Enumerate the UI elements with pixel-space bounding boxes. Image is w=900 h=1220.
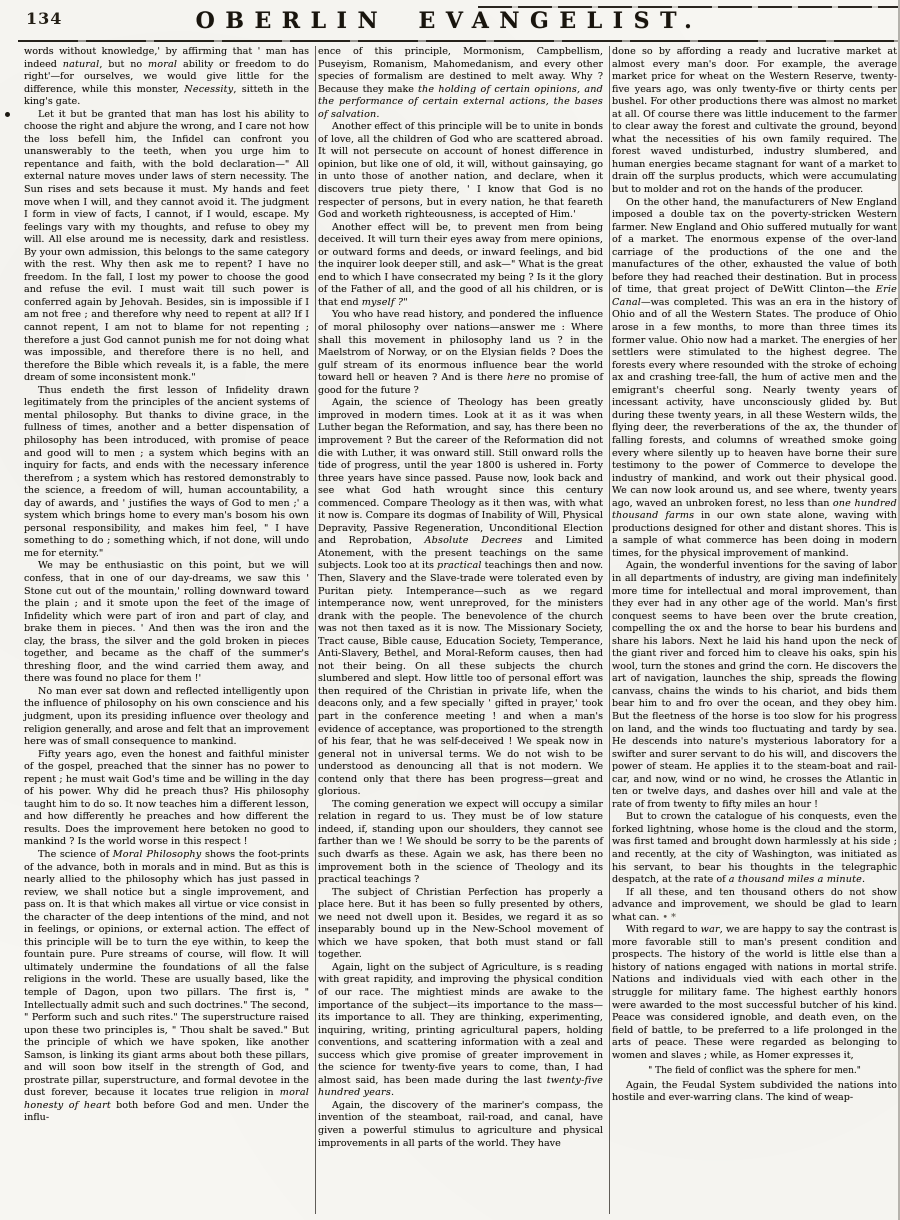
paragraph: Another effect of this principle will be to unite in bonds of love, all the children of God who are scattered abroad. It will not persecute on account of honest difference in opinion, but like one of old, it will, without gainsaying, go in unto those of another nation, and declare, when it discovers true piety there, ' I know that God is no respecter of persons, but in every nation, he that feareth God and worketh righteousness, is accepted of Him.' [318,121,603,221]
paragraph: Another effect will be, to prevent men from being deceived. It will turn their eyes away from mere opinions, or outward forms and deeds, or inward feelings, and bid the inquirer look deeper still, and ask—" What is the great end to which I have consecrated my being ? Is it the glory of the Father of all, and the good of all his children, or is that end myself ?" [318,221,603,308]
paragraph: Thus endeth the first lesson of Infidelity drawn legitimately from the principles of the ancient systems of mental philosophy. But thanks to divine grace, in the fullness of times, another and a better dispensation of philosophy has been introduced, with promise of peace and good will to men ; a system which begins with an inquiry for facts, and ends with the necessary inference therefrom ; a system which has restored demonstrably to the science, a freedom of will, human accountability, a day of awards, and ' justifies the ways of God to men ;' a system which brings home to every man's bosom his own personal responsibility, and makes him feel, " I have something to do ; something which, if not done, will undo me for eternity." [24,384,309,559]
paragraph: You who have read history, and pondered the influence of moral philosophy over nations—answer me : Where shall this movement in philosophy land us ? in the Maelstrom of Norway, or on the Elysian fields ? Does the gulf stream of its enormous influence bear the world toward hell or heaven ? And is there here no promise of good for the future ? [318,309,603,396]
paragraph: Again, the discovery of the mariner's compass, the invention of the steamboat, rail-road, and canal, have given a powerful stimulus to agriculture and physical improvements in all parts of the world. They have [318,1099,603,1149]
paragraph: Fifty years ago, even the honest and faithful minister of the gospel, preached that the sinner has no power to repent ; he must wait God's time and be willing in the day of his power. Why did he preach thus? His philosophy taught him to do so. It now teaches him a different lesson, and how differently he preaches and how different the results. Does the improvement here betoken no good to mankind ? Is the world worse in this respect ! [24,748,309,848]
paragraph: If all these, and ten thousand others do not show advance and improvement, we should be glad to learn what can. • * [612,886,897,923]
paragraph: Again, the wonderful inventions for the saving of labor in all departments of industry, are giving man indefinitely more time for intellectual and moral improvement, than they ever had in any other age of the world. Man's first conquest seems to have been over the brute creation, compelling the ox and the horse to bear his burdens and share his labors. Next he laid his hand upon the neck of the giant river and forced him to cleave his oaks, spin his wool, turn the stones and grind the corn. He discovers the art of navigation, launches the ship, spreads the flowing canvass, chains the winds to his chariot, and bids them bear him to and fro over the ocean, and they obey him. But the fleetness of the horse is too slow for his progress on land, and the winds too fluctuating and tardy by sea. He descends into nature's mysterious laboratory for a swifter and surer servant to do his will, and discovers the power of steam. He applies it to the steam-boat and rail-car, and now, wind or no wind, he crosses the Atlantic in ten or twelve days, and dashes over hill and vale at the rate of from twenty to fifty miles an hour ! [612,560,897,810]
paragraph: No man ever sat down and reflected intelligently upon the influence of philosophy on his own conscience and his judgment, upon its presiding influence over theology and religion generally, and arose and felt that an improvement here was of small consequence to mankind. [24,685,309,748]
paragraph: The science of Moral Philosophy shows the foot-prints of the advance, both in morals and in mind. But as this is nearly allied to the philosophy which has just passed in review, we shall notice but a single improvement, and pass on. It is that which makes all virtue or vice consist in the character of the deep intentions of the mind, and not in feelings, or opinions, or external action. The effect of this principle will be to turn the eye within, to keep the fountain pure. Pure streams of course, will flow. It will ultimately undermine the foundations of all the false religions in the world. These are usually based, like the temple of Dagon, upon two pillars. The first is, " Intellectually admit such and such doctrines." The second, " Perform such and such rites." The superstructure raised upon these two principles is, " Thou shalt be saved." But the principle of which we have spoken, like another Samson, is linking its giant arms about both these pillars, and will soon bow itself in the strength of God, and prostrate pillar, superstructure, and formal devotee in the dust forever, because it locates true religion in moral honesty of heart both before God and men. Under the influ- [24,849,309,1124]
text-column-1 [22,46,315,1214]
paragraph: Again, the Feudal System subdivided the nations into hostile and ever-warring clans. The kind of weap- [612,1079,897,1104]
paragraph: But to crown the catalogue of his conquests, even the forked lightning, whose home is the cloud and the storm, was first tamed and brought down harmlessly at his side ; and recently, at the city of Washington, was initiated as his servant, to bear his thoughts in the telegraphic despatch, at the rate of a thousand miles a minute. [612,811,897,886]
header-rule-bottom [18,40,898,42]
paragraph: Let it but be granted that man has lost his ability to choose the right and abjure the wrong, and I care not how the loss befell him, the Infidel can confront you unanswerably to the teeth, when you urge him to repentance and faith, with the bold declaration—" All external nature moves under laws of stern necessity. The Sun rises and sets because it must. My hands and feet move when I will, and they cannot avoid it. The judgment I form in view of facts, I cannot, if I would, escape. My feelings vary with my thoughts, and refuse to obey my will. All else around me is necessity, dark and resistless. By your own admission, this belongs to the same category with the rest. Why then ask me to repent? I have no freedom. In the fall, I lost my power to choose the good and refuse the evil. I must wait till such power is conferred again by Jehovah. Besides, sin is impossible if I am not free ; and therefore why need to repent at all? If I cannot repent, I am not to blame for not repenting ; therefore a just God cannot punish me for not doing what was impossible, and therefore there is no hell, and therefore the Bible which reveals it, is a fable, the mere dream of some inconsistent monk." [24,108,309,384]
paragraph: words without knowledge,' by affirming that ' man has indeed natural, but no moral ability or freedom to do right'—for ourselves, we would give little for the difference, while this monster, Necessity, sitteth in the king's gate. [24,46,310,108]
paragraph: Again, light on the subject of Agriculture, is s reading with great rapidity, and improving the physical condition of our race. The mightiest minds are awake to the importance of the subject—its importance to the mass—its importance to all. They are thinking, experimenting, inquiring, writing, printing agricultural papers, holding conventions, and scattering information with a zeal and success which give promise of greater improvement in the science for twenty-five years to come, than, I had almost said, has been made during the last twenty-five hundred years. [318,961,603,1099]
page-number: 134 [26,9,63,28]
paragraph: Again, the science of Theology has been greatly improved in modern times. Look at it as it was when Luther began the Reformation, and say, has there been no improvement ? But the career of the Reformation did not die with Luther, it was onward still. Still onward rolls the tide of progress, until the year 1800 is ushered in. Forty three years have since passed. Pause now, look back and see what God hath wrought since this century commenced. Compare Theology as it then was, with what it now is. Compare its dogmas of Inability of Will, Physical Depravity, Passive Regeneration, Unconditional Election and Reprobation, Absolute Decrees and Limited Atonement, with the present teachings on the same subjects. Look too at its practical teachings then and now. Then, Slavery and the Slave-trade were tolerated even by Puritan piety. Intemperance—such as we regard intemperance now, went unreproved, for the ministers drank with the people. The benevolence of the church was not then taxed as it is now. The Missionary Society, Tract cause, Bible cause, Education Society, Temperance, Anti-Slavery, Bethel, and Moral-Reform causes, then had not their being. On all these subjects the church slumbered and slept. How little too of personal effort was then required of the Christian in private life, when the deacons only, and a few specially ' gifted in prayer,' took part in the conference meeting ! and when a man's evidence of acceptance, was proportioned to the strength of his fear, that he was self-deceived ! We speak now in general not in universal terms. We do not wish to be understood as denouncing all that is not modern. We contend only that there has been progress—great and glorious. [318,397,603,798]
paragraph: We may be enthusiastic on this point, but we will confess, that in one of our day-dreams, we saw this ' Stone cut out of the mountain,' rolling downward toward the plain ; and it smote upon the feet of the image of Infidelity which were part of iron and part of clay, and brake them in pieces. ' And then was the iron and the clay, the brass, the silver and the gold broken in pieces together, and became as the chaff of the summer's threshing floor, and the wind carried them away, and there was found no place for them !' [24,560,309,685]
paragraph: ence of this principle, Mormonism, Campbellism, Puseyism, Romanism, Mahomedanism, and every other species of formalism are destined to melt away. Why ? Because they make the holding of certain opinions, and the performance of certain external actions, the bases of salvation. [318,46,603,120]
text-column-2 [315,46,609,1214]
article-body [22,46,897,1216]
paragraph: " The field of conflict was the sphere for men." [648,1066,861,1077]
paragraph: On the other hand, the manufacturers of New England imposed a double tax on the poverty-stricken Western farmer. New England and Ohio suffered mutually for want of a market. The enormous expense of the over-land carriage of the productions of the one and the manufactures of the other, exhausted the value of both before they had reached their destination. But in process of time, that great project of DeWitt Clinton—the Erie Canal—was completed. This was an era in the history of Ohio and of all the Western States. The produce of Ohio arose in a few months, to more than three times its former value. Ohio now had a market. The energies of her settlers were stimulated to the highest degree. The forests every where resounded with the stroke of echoing ax and crashing tree-fall, the hum of active men and the emigrant's cheerful song. Nearly twenty years of incessant activity, have unconsciously glided by. But during these twenty years, in all these Western wilds, the flying deer, the reverberations of the ax, the thunder of falling forests, and columns of wreathed smoke going every where silently up to heaven have borne their sure testimony to the power of Commerce to develope the industry of mankind, and work out their physical good. We can now look around us, and see where, twenty years ago, waved an unbroken forest, no less than one hundred thousand farms in our own state alone, waving with productions designed for other and distant shores. This is a sample of what commerce has been doing in modern times, for the physical improvement of mankind. [612,196,897,559]
paragraph: With regard to war, we are happy to say the contrast is more favorable still to man's present condition and prospects. The history of the world is little else than a history of nations engaged with nations in mortal strife. Nations and individuals vied with each other in the struggle for military fame. The highest earthly honors were awarded to the most successful butcher of his kind. Peace was considered ignoble, and death even, on the field of battle, to be preferred to a life prolonged in the arts of peace. These were regarded as belonging to women and slaves ; while, as Homer expresses it, [612,924,897,1061]
paragraph: done so by affording a ready and lucrative market at almost every man's door. For example, the average market price for wheat on the Western Reserve, twenty-five years ago, was only twenty-five or thirty cents per bushel. For other productions there was almost no market at all. Of course there was little inducement to the farmer to clear away the forest and cultivate the ground, beyond what the necessities of his own family required. The forest waved undisturbed, industry slumbered, and human energies became stagnant for want of a market to drain off the surplus products, which were accumulating but to molder and rot on the hands of the producer. [612,46,897,196]
paragraph: The coming generation we expect will occupy a similar relation in regard to us. They must be of low stature indeed, if, standing upon our shoulders, they cannot see farther than we ! We should be sorry to be the parents of such dwarfs as these. Again we ask, has there been no improvement both in the science of Theology and its practical teachings ? [318,798,603,886]
page-header [0,0,898,42]
text-column-3 [609,46,900,1214]
paragraph: The subject of Christian Perfection has properly a place here. But it has been so fully presented by others, we need not dwell upon it. Besides, we regard it as so inseparably bound up in the New-School movement of which we have spoken, that both must stand or fall together. [318,886,603,961]
ink-speck [5,112,10,117]
masthead-title: OBERLIN EVANGELIST. [195,8,703,34]
